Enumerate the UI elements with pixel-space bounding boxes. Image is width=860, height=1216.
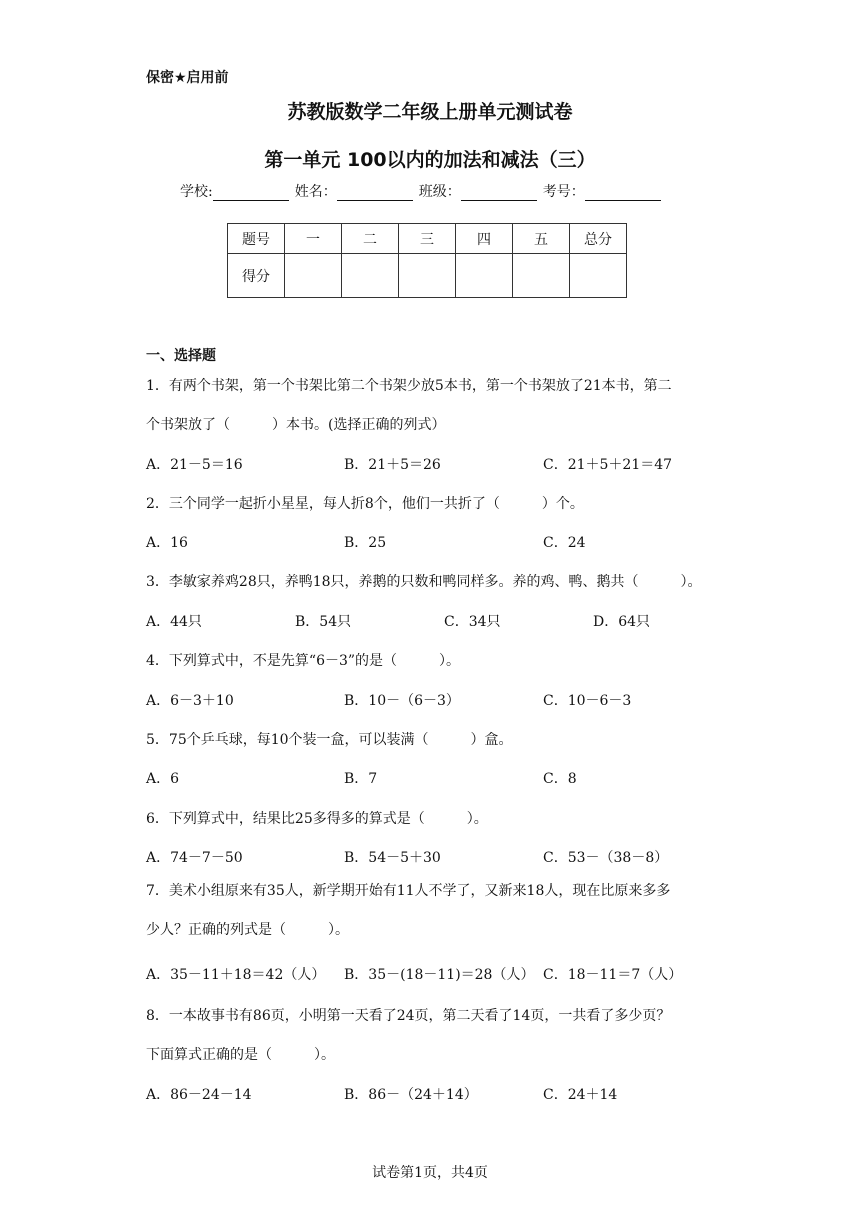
question-4-text: 4．下列算式中，不是先算“6－3”的是（ ）。 [146,653,461,669]
question-6-text: 6．下列算式中，结果比25多得多的算式是（ ）。 [146,811,488,827]
exam-subtitle: 第一单元 100以内的加法和减法（三） [264,149,596,171]
score-table-cell: 一 [285,224,342,254]
question-8-option-c[interactable]: C．24＋14 [543,1087,618,1103]
question-7-option-c[interactable]: C．18－11＝7（人） [543,967,683,983]
question-7-option-b[interactable]: B．35－(18－11)＝28（人） [344,967,535,983]
score-table-header-row [228,224,627,254]
question-3-option-b[interactable]: B．54只 [295,614,352,630]
question-5-text: 5．75个乒乓球，每10个装一盒，可以装满（ ）盒。 [146,732,513,748]
question-6-option-c[interactable]: C．53－（38－8） [543,850,669,866]
exam-number-blank[interactable] [585,186,661,201]
question-8-text: 下面算式正确的是（ ）。 [146,1047,335,1063]
name-blank[interactable] [337,186,413,201]
school-label: 学校: [180,184,213,200]
score-table-score-row [228,254,627,298]
question-5-option-c[interactable]: C．8 [543,771,577,787]
student-info-line [180,181,667,201]
question-2-text: 2．三个同学一起折小星星，每人折8个，他们一共折了（ ）个。 [146,496,584,512]
score-table-cell: 四 [456,224,513,254]
question-4-option-c[interactable]: C．10－6－3 [543,693,632,709]
class-label: 班级： [418,184,461,200]
score-table-cell: 五 [513,224,570,254]
exam-number-label: 考号： [542,184,585,200]
question-8-option-a[interactable]: A．86－24－14 [146,1087,252,1103]
question-7-option-a[interactable]: A．35－11＋18＝42（人） [146,967,326,983]
score-table-cell: 二 [342,224,399,254]
name-label: 姓名： [294,184,337,200]
question-2-option-a[interactable]: A．16 [146,535,188,551]
question-3-option-d[interactable]: D．64只 [593,614,651,630]
score-table-cell: 总分 [570,224,627,254]
school-blank[interactable] [213,186,289,201]
question-4-option-b[interactable]: B．10－（6－3） [344,693,460,709]
question-8-text: 8．一本故事书有86页，小明第一天看了24页，第二天看了14页，一共看了多少页？ [146,1008,671,1024]
score-table-cell: 三 [399,224,456,254]
question-6-option-b[interactable]: B．54－5＋30 [344,850,441,866]
section-heading: 一、选择题 [146,348,216,364]
score-table-cell: 题号 [228,224,285,254]
question-3-option-c[interactable]: C．34只 [444,614,501,630]
question-8-option-b[interactable]: B．86－（24＋14） [344,1087,478,1103]
class-blank[interactable] [461,186,537,201]
exam-title: 苏教版数学二年级上册单元测试卷 [287,101,573,123]
question-2-option-b[interactable]: B．25 [344,535,387,551]
page-footer: 试卷第1页，共4页 [372,1165,488,1181]
score-table-cell: 得分 [228,254,285,298]
question-1-option-c[interactable]: C．21＋5＋21＝47 [543,457,673,473]
score-input-cell[interactable] [570,254,627,298]
question-4-option-a[interactable]: A．6－3＋10 [146,693,234,709]
question-1-option-b[interactable]: B．21＋5＝26 [344,457,441,473]
confidential-label: 保密★启用前 [146,70,229,86]
question-1-text: 个书架放了（ ）本书。(选择正确的列式） [146,417,446,433]
question-3-option-a[interactable]: A．44只 [146,614,202,630]
question-3-text: 3．李敏家养鸡28只，养鸭18只，养鹅的只数和鸭同样多。养的鸡、鸭、鹅共（ ）。 [146,574,702,590]
score-input-cell[interactable] [399,254,456,298]
question-7-text: 7．美术小组原来有35人，新学期开始有11人不学了，又新来18人，现在比原来多多 [146,883,671,899]
score-table [227,223,627,298]
question-2-option-c[interactable]: C．24 [543,535,586,551]
question-5-option-b[interactable]: B．7 [344,771,378,787]
question-1-text: 1．有两个书架，第一个书架比第二个书架少放5本书，第一个书架放了21本书，第二 [146,378,672,394]
score-input-cell[interactable] [513,254,570,298]
question-7-text: 少人？正确的列式是（ ）。 [146,922,349,938]
score-input-cell[interactable] [285,254,342,298]
score-input-cell[interactable] [456,254,513,298]
question-5-option-a[interactable]: A．6 [146,771,180,787]
question-6-option-a[interactable]: A．74－7－50 [146,850,243,866]
question-1-option-a[interactable]: A．21－5＝16 [146,457,243,473]
score-input-cell[interactable] [342,254,399,298]
